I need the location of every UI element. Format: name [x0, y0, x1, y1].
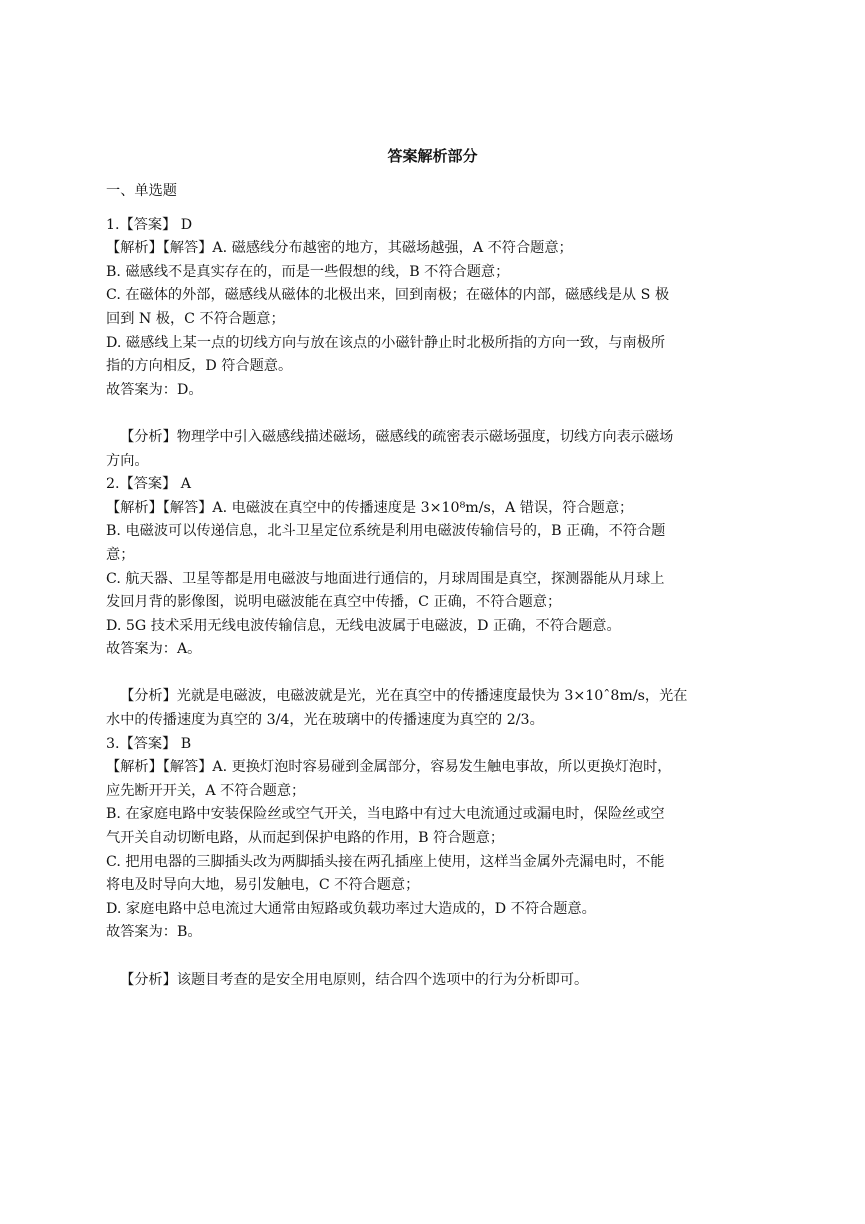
- explanation-line: 【解析】【解答】A. 磁感线分布越密的地方，其磁场越强，A 不符合题意；: [106, 240, 573, 257]
- explanation-line: B. 磁感线不是真实存在的，而是一些假想的线，B 不符合题意；: [106, 263, 510, 280]
- conclusion-line: 故答案为：A。: [106, 641, 202, 658]
- explanation-line: 意；: [106, 546, 135, 563]
- explanation-line: B. 电磁波可以传递信息，北斗卫星定位系统是利用电磁波传输信号的，B 正确，不符合题: [106, 523, 666, 540]
- explanation-line: C. 航天器、卫星等都是用电磁波与地面进行通信的，月球周围是真空，探测器能从月球上: [106, 570, 665, 587]
- explanation-line: C. 把用电器的三脚插头改为两脚插头接在两孔插座上使用，这样当金属外壳漏电时，不能: [106, 853, 665, 870]
- explanation-line: 将电及时导向大地，易引发触电，C 不符合题意；: [106, 877, 420, 894]
- page-title: 答案解析部分: [387, 147, 478, 165]
- analysis-line: 【分析】物理学中引入磁感线描述磁场，磁感线的疏密表示磁场强度，切线方向表示磁场: [120, 428, 674, 445]
- conclusion-line: 故答案为：D。: [106, 381, 203, 398]
- spacer: [106, 402, 766, 426]
- explanation-line: 【解析】【解答】A. 电磁波在真空中的传播速度是 3×10⁸m/s，A 错误，符合题意；: [106, 499, 634, 516]
- explanation-line: D. 家庭电路中总电流过大通常由短路或负载功率过大造成的，D 不符合题意。: [106, 900, 596, 917]
- analysis-line: 【分析】光就是电磁波，电磁波就是光，光在真空中的传播速度最快为 3×10ˆ8m/s，光在: [120, 688, 688, 705]
- answer-line: 3.【答案】 B: [106, 735, 192, 752]
- explanation-line: 气开关自动切断电路，从而起到保护电路的作用，B 符合题意；: [106, 830, 505, 847]
- explanation-line: C. 在磁体的外部，磁感线从磁体的北极出来，回到南极；在磁体的内部，磁感线是从 S 极: [106, 287, 670, 304]
- explanation-line: B. 在家庭电路中安装保险丝或空气开关，当电路中有过大电流通过或漏电时，保险丝或空: [106, 806, 665, 823]
- explanation-line: D. 磁感线上某一点的切线方向与放在该点的小磁针静止时北极所指的方向一致，与南极所: [106, 334, 666, 351]
- question-1: [106, 214, 766, 474]
- explanation-line: 回到 N 极，C 不符合题意；: [106, 310, 285, 327]
- document-body: [106, 180, 766, 992]
- explanation-line: 【解析】【解答】A. 更换灯泡时容易碰到金属部分，容易发生触电事故，所以更换灯泡时，: [106, 759, 672, 776]
- answer-line: 1.【答案】 D: [106, 216, 193, 233]
- spacer: [106, 945, 766, 969]
- analysis-line: 水中的传播速度为真空的 3/4，光在玻璃中的传播速度为真空的 2/3。: [106, 712, 544, 729]
- section-heading: 一、单选题: [106, 183, 177, 199]
- answer-line: 2.【答案】 A: [106, 476, 192, 493]
- conclusion-line: 故答案为：B。: [106, 924, 202, 941]
- question-3: [106, 733, 766, 993]
- spacer: [106, 662, 766, 686]
- explanation-line: 应先断开开关，A 不符合题意；: [106, 782, 306, 799]
- explanation-line: 指的方向相反，D 符合题意。: [106, 358, 293, 375]
- analysis-line: 方向。: [106, 452, 149, 469]
- explanation-line: 发回月背的影像图，说明电磁波能在真空中传播，C 正确，不符合题意；: [106, 594, 562, 611]
- analysis-line: 【分析】该题目考查的是安全用电原则，结合四个选项中的行为分析即可。: [120, 971, 589, 988]
- explanation-line: D. 5G 技术采用无线电波传输信息，无线电波属于电磁波，D 正确，不符合题意。: [106, 617, 621, 634]
- question-2: [106, 473, 766, 733]
